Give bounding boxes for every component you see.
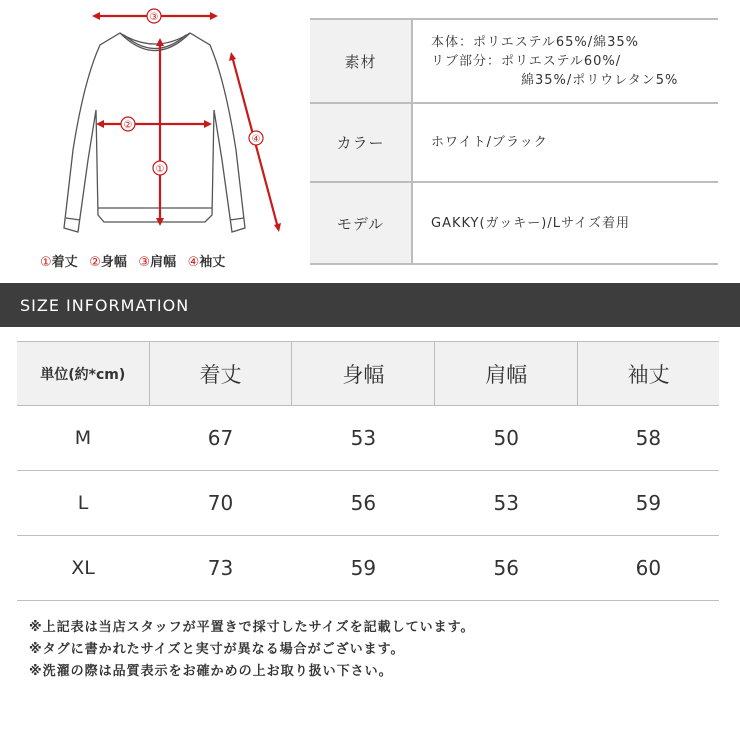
table-cell: 73 <box>149 536 292 601</box>
column-header-shoulder-width: 肩幅 <box>435 342 578 406</box>
table-cell: 59 <box>578 471 719 536</box>
note-line: ※タグに書かれたサイズと実寸が異なる場合がございます。 <box>29 642 405 657</box>
legend-num: ② <box>89 255 101 270</box>
table-row <box>17 406 719 471</box>
legend-item-body-width <box>89 251 127 270</box>
garment-diagram <box>0 0 300 280</box>
size-label: L <box>17 471 149 536</box>
spec-value-model: GAKKY(ガッキー)/Lサイズ着用 <box>431 215 630 231</box>
table-cell: 58 <box>578 406 719 471</box>
table-cell: 56 <box>292 471 435 536</box>
table-cell: 56 <box>435 536 578 601</box>
material-line: 本体：ポリエステル65%/綿35% <box>431 34 639 50</box>
legend-item-length <box>40 251 78 270</box>
marker-4: ④ <box>251 134 261 145</box>
notes <box>29 617 475 683</box>
legend-label: 身幅 <box>100 255 127 270</box>
spec-table <box>310 18 718 265</box>
legend-num: ④ <box>187 255 200 270</box>
material-line: 綿35%/ポリウレタン5% <box>521 72 679 88</box>
table-cell: 59 <box>292 536 435 601</box>
spec-label-model: モデル <box>310 183 413 263</box>
spec-row-color <box>310 104 718 183</box>
spec-label-color: カラー <box>310 104 413 181</box>
table-cell: 53 <box>435 471 578 536</box>
legend-label: 着丈 <box>51 255 78 270</box>
table-cell: 67 <box>149 406 292 471</box>
marker-1: ① <box>155 164 165 175</box>
legend-label: 袖丈 <box>199 255 226 270</box>
table-cell: 53 <box>292 406 435 471</box>
marker-2: ② <box>123 120 133 131</box>
legend-num: ③ <box>138 255 151 270</box>
legend-item-shoulder-width <box>138 251 176 270</box>
column-header-length: 着丈 <box>149 342 292 406</box>
left-cuff-line <box>66 218 80 220</box>
size-label: XL <box>17 536 149 601</box>
note-line: ※上記表は当店スタッフが平置きで採寸したサイズを記載しています。 <box>29 620 475 635</box>
table-row <box>17 536 719 601</box>
garment-outline <box>64 33 245 232</box>
collar-rib-line <box>124 35 186 49</box>
column-header-sleeve-length: 袖丈 <box>578 342 719 406</box>
spec-row-material <box>310 20 718 104</box>
spec-label-material: 素材 <box>310 20 413 102</box>
size-table <box>17 341 719 601</box>
table-row <box>17 471 719 536</box>
material-line: リブ部分：ポリエステル60%/ <box>431 53 622 69</box>
right-cuff-line <box>230 218 244 220</box>
table-cell: 70 <box>149 471 292 536</box>
column-header-body-width: 身幅 <box>292 342 435 406</box>
marker-3: ③ <box>149 12 159 23</box>
spec-row-model <box>310 183 718 265</box>
legend-num: ① <box>40 255 52 270</box>
legend-item-sleeve-length <box>188 251 226 270</box>
spec-value-material <box>413 20 718 102</box>
sweatshirt-illustration <box>0 0 300 250</box>
legend-label: 肩幅 <box>150 255 177 270</box>
size-information-header: SIZE INFORMATION <box>0 283 740 327</box>
size-label: M <box>17 406 149 471</box>
table-cell: 60 <box>578 536 719 601</box>
table-cell: 50 <box>435 406 578 471</box>
diagram-legend <box>40 251 232 270</box>
unit-header: 単位(約*cm) <box>17 342 149 406</box>
size-table-header-row <box>17 342 719 406</box>
note-line: ※洗濯の際は品質表示をお確かめの上お取り扱い下さい。 <box>29 664 393 679</box>
spec-value-color: ホワイト/ブラック <box>431 135 548 150</box>
